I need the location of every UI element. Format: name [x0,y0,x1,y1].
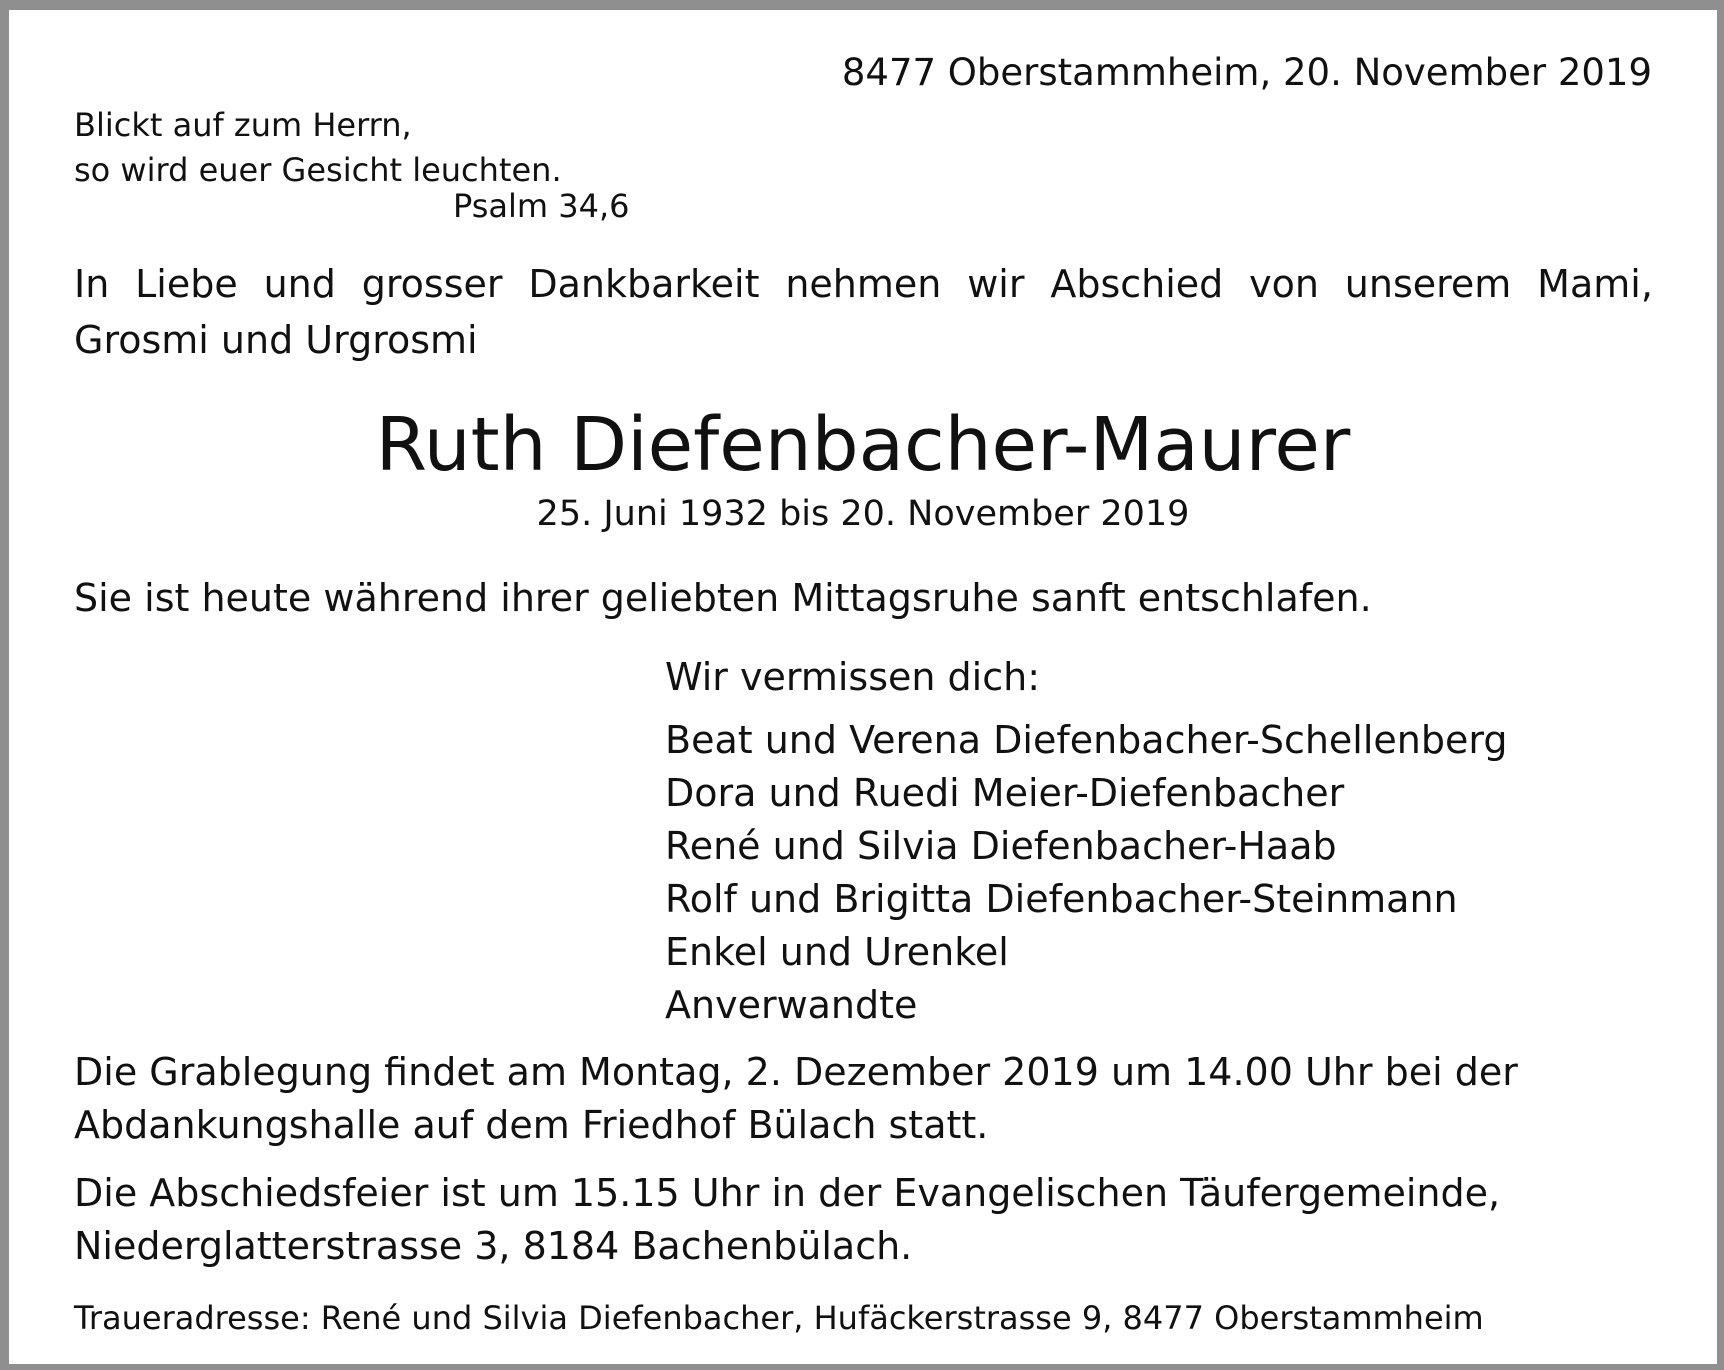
burial-line: Abdankungshalle auf dem Friedhof Bülach statt. [74,1103,989,1147]
mourner-name: Dora und Ruedi Meier-Diefenbacher [665,771,1345,815]
mourner-name: Anverwandte [665,983,918,1027]
deceased-name: Ruth Diefenbacher-Maurer [375,402,1351,488]
place-date: 8477 Oberstammheim, 20. November 2019 [841,51,1652,94]
ceremony-line: Niederglatterstrasse 3, 8184 Bachenbülach. [74,1224,913,1268]
burial-info [74,1046,1518,1152]
mourning-address: Traueradresse: René und Silvia Diefenbacher, Hufäckerstrasse 9, 8477 Oberstammheim [74,1299,1484,1337]
intro-word: unserem [1344,262,1512,306]
burial-line: Die Grablegung findet am Montag, 2. Dezember 2019 um 14.00 Uhr bei der [74,1050,1518,1094]
intro-word: Abschied [1050,262,1224,306]
intro-word: und [263,262,336,306]
passing-text: Sie ist heute während ihrer geliebten Mittagsruhe sanft entschlafen. [74,576,1372,620]
bible-verse [74,103,562,193]
ceremony-info [74,1167,1500,1273]
mourners-list [665,714,1507,1032]
life-dates: 25. Juni 1932 bis 20. November 2019 [536,494,1190,534]
intro-line-1 [74,256,1653,312]
mourner-name: Rolf und Brigitta Diefenbacher-Steinmann [665,877,1458,921]
intro-word: Dankbarkeit [528,262,760,306]
intro-word: In [74,262,110,306]
mourner-name: Enkel und Urenkel [665,930,1009,974]
intro-line-2: Grosmi und Urgrosmi [74,318,478,362]
mourner-name: René und Silvia Diefenbacher-Haab [665,824,1337,868]
verse-line: so wird euer Gesicht leuchten. [74,151,562,189]
intro-word: Liebe [135,262,238,306]
intro-word: Mami, [1537,262,1653,306]
intro-text [74,256,1653,368]
ceremony-line: Die Abschiedsfeier ist um 15.15 Uhr in der Evangelischen Täufergemeinde, [74,1171,1501,1215]
mourners-heading: Wir vermissen dich: [665,655,1040,699]
verse-line: Blickt auf zum Herrn, [74,106,412,144]
mourner-name: Beat und Verena Diefenbacher-Schellenberg [665,718,1508,762]
intro-word: wir [967,262,1025,306]
verse-reference: Psalm 34,6 [453,187,630,225]
intro-word: von [1249,262,1319,306]
intro-word: nehmen [785,262,942,306]
intro-word: grosser [361,262,503,306]
